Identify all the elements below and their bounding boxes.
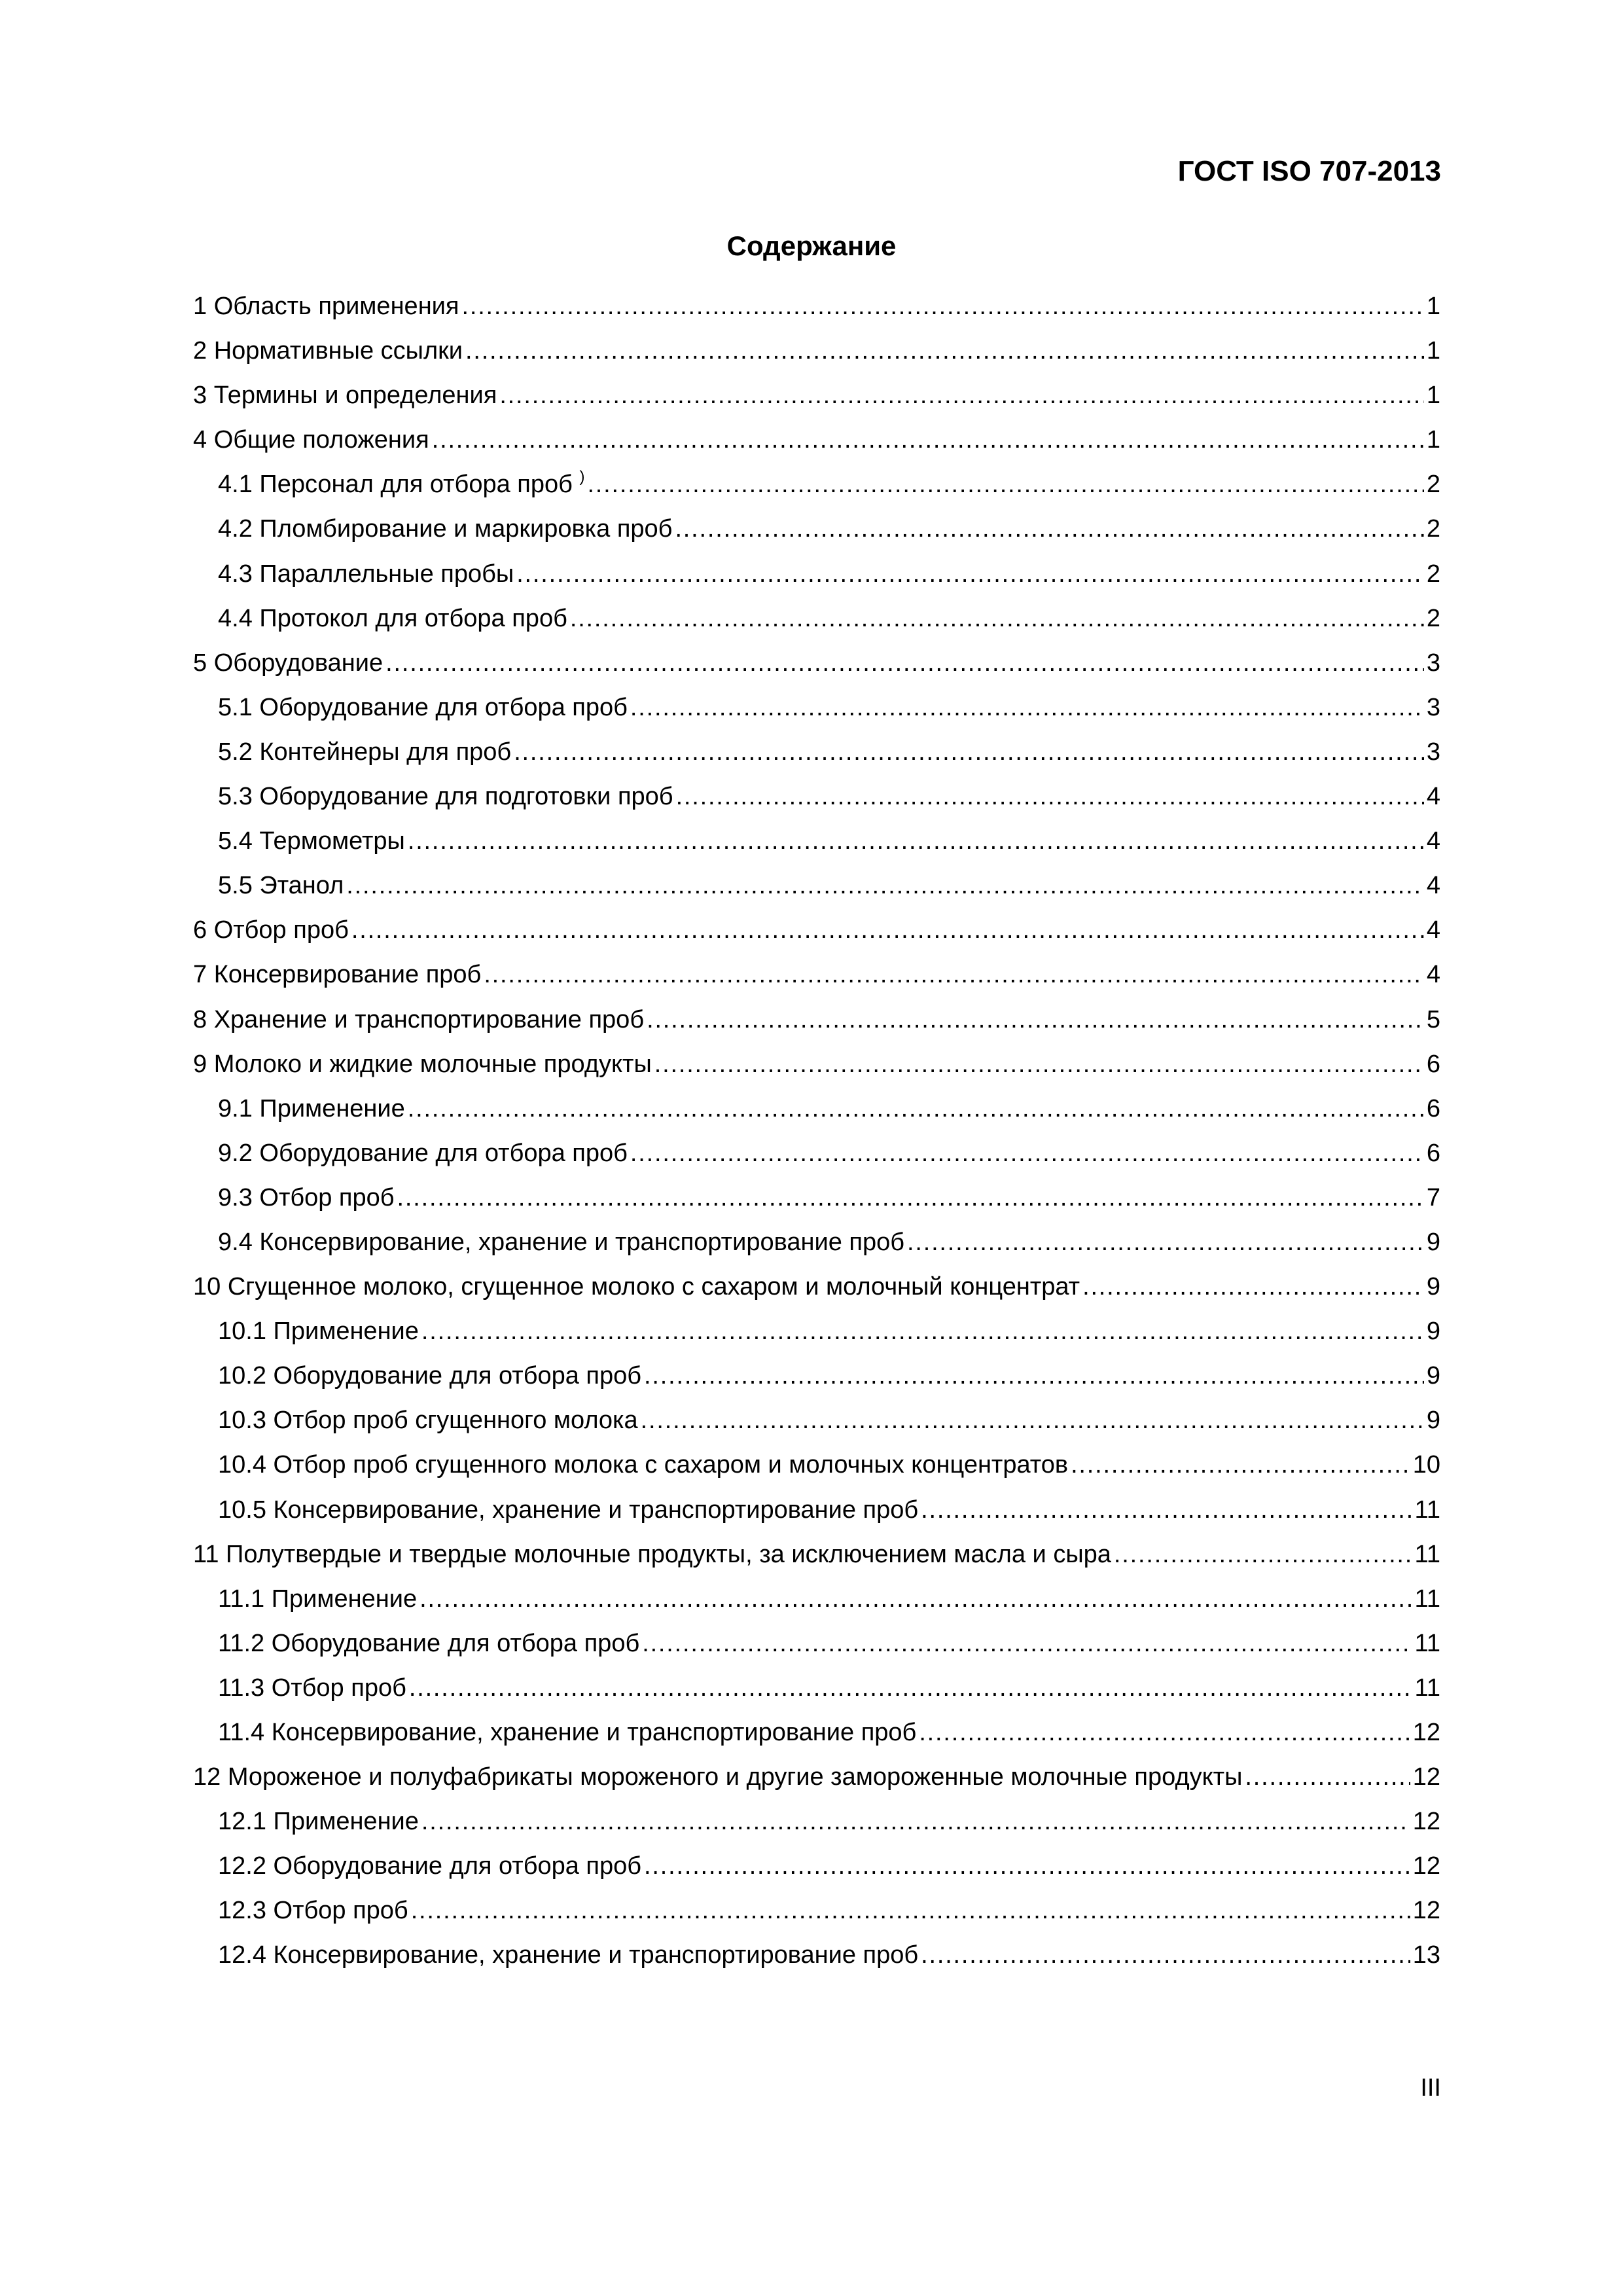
toc-entry-page: 12: [1412, 1808, 1440, 1836]
toc-entry[interactable]: [193, 1629, 1440, 1674]
toc-entry-title-text: 5.4 Термометры: [218, 827, 405, 855]
toc-entry-title-text: 6 Отбор проб: [193, 916, 349, 944]
toc-dot-leader: [397, 1183, 1424, 1212]
toc-entry-page: 9: [1426, 1407, 1440, 1435]
toc-entry-title: [193, 1005, 644, 1034]
toc-entry-title: [218, 1361, 641, 1390]
toc-entry[interactable]: [193, 960, 1440, 1005]
toc-entry-title-text: 11.4 Консервирование, хранение и транспортирование проб: [218, 1719, 917, 1746]
toc-entry-title-text: 12 Мороженое и полуфабрикаты мороженого и другие замороженные молочные продукты: [193, 1763, 1243, 1791]
toc-entry-page: 4: [1426, 916, 1440, 944]
toc-dot-leader: [409, 1674, 1412, 1702]
toc-dot-leader: [647, 1005, 1424, 1034]
toc-dot-leader: [461, 292, 1423, 321]
toc-entry-title: [218, 1807, 419, 1836]
toc-entry-title: [193, 1272, 1080, 1301]
toc-entry-title-text: 10 Сгущенное молоко, сгущенное молоко с сахаром и молочный концентрат: [193, 1273, 1080, 1301]
toc-dot-leader: [644, 1361, 1424, 1390]
toc-entry-title: [193, 960, 481, 989]
toc-entry-page: 2: [1426, 515, 1440, 543]
toc-entry-page: 9: [1426, 1362, 1440, 1390]
toc-entry-page: 1: [1426, 426, 1440, 454]
toc-entry-page: 2: [1426, 471, 1440, 499]
toc-entry-page: 3: [1426, 649, 1440, 677]
toc-dot-leader: [676, 782, 1424, 811]
toc-entry-title-text: 9.4 Консервирование, хранение и транспортирование проб: [218, 1228, 904, 1256]
toc-entry[interactable]: [193, 1406, 1440, 1450]
toc-entry-title-text: 12.2 Оборудование для отбора проб: [218, 1852, 642, 1880]
table-of-contents: [193, 292, 1440, 1986]
toc-dot-leader: [1082, 1272, 1424, 1301]
toc-dot-leader: [1114, 1540, 1412, 1569]
toc-dot-leader: [346, 871, 1424, 900]
toc-entry-title-text: 9.1 Применение: [218, 1094, 405, 1122]
toc-entry-title-text: 2 Нормативные ссылки: [193, 337, 463, 365]
toc-entry-title-text: 11.1 Применение: [218, 1585, 418, 1613]
toc-entry-title-text: 10.1 Применение: [218, 1318, 419, 1346]
toc-dot-leader: [385, 649, 1424, 677]
toc-entry-title: [193, 649, 383, 677]
toc-entry[interactable]: [193, 470, 1440, 514]
toc-entry[interactable]: [193, 1540, 1440, 1585]
toc-entry[interactable]: [193, 916, 1440, 960]
toc-entry[interactable]: [193, 425, 1440, 470]
toc-dot-leader: [419, 1585, 1412, 1613]
toc-entry-title-text: 10.3 Отбор проб сгущенного молока: [218, 1407, 638, 1435]
toc-entry[interactable]: [193, 1674, 1440, 1718]
toc-entry[interactable]: [193, 1183, 1440, 1228]
toc-entry-title: [218, 1228, 904, 1257]
toc-entry-page: 9: [1426, 1273, 1440, 1301]
toc-entry-title-text: 4.3 Параллельные пробы: [218, 560, 514, 588]
toc-entry-page: 10: [1412, 1451, 1440, 1479]
toc-entry-page: 7: [1426, 1183, 1440, 1211]
document-number: ГОСТ ISO 707-2013: [1177, 155, 1441, 187]
toc-entry-title: [218, 560, 514, 588]
toc-entry-title-text: 12.4 Консервирование, хранение и транспортирование проб: [218, 1941, 919, 1969]
toc-entry-title: [218, 1585, 417, 1613]
toc-dot-leader: [408, 827, 1424, 855]
toc-entry-title: [193, 381, 497, 410]
toc-entry[interactable]: [193, 1317, 1440, 1361]
toc-entry[interactable]: [193, 1496, 1440, 1540]
toc-entry-page: 6: [1426, 1094, 1440, 1122]
toc-entry-title-text: 5.1 Оборудование для отбора проб: [218, 693, 628, 721]
toc-entry-title-text: 4.2 Пломбирование и маркировка проб: [218, 515, 673, 543]
toc-entry-title-text: 9.2 Оборудование для отбора проб: [218, 1139, 628, 1167]
toc-entry-title: [218, 1852, 641, 1880]
toc-entry-title: [193, 336, 463, 365]
toc-entry-page: 11: [1414, 1629, 1440, 1657]
toc-entry-title-text: 9 Молоко и жидкие молочные продукты: [193, 1050, 652, 1078]
toc-entry[interactable]: [193, 1272, 1440, 1317]
toc-entry-page: 11: [1414, 1540, 1440, 1568]
toc-dot-leader: [642, 1629, 1412, 1658]
toc-entry-title: [218, 1139, 628, 1168]
toc-entry[interactable]: [193, 1807, 1440, 1852]
toc-dot-leader: [432, 425, 1424, 454]
toc-entry-title: [218, 514, 672, 543]
toc-entry-title: [193, 292, 459, 321]
toc-dot-leader: [421, 1317, 1424, 1346]
toc-dot-leader: [514, 738, 1424, 766]
toc-entry-title-text: 5.3 Оборудование для подготовки проб: [218, 783, 673, 811]
toc-dot-leader: [570, 604, 1424, 633]
toc-entry-title: [218, 1674, 406, 1702]
toc-dot-leader: [921, 1496, 1412, 1524]
toc-entry[interactable]: [193, 649, 1440, 693]
toc-entry-title: [218, 827, 405, 855]
toc-entry[interactable]: [193, 1763, 1440, 1807]
toc-dot-leader: [654, 1050, 1424, 1079]
toc-entry-page: 9: [1426, 1228, 1440, 1256]
toc-entry-page: 4: [1426, 961, 1440, 989]
toc-entry-page: 9: [1426, 1318, 1440, 1346]
toc-entry-title-text: 11.3 Отбор проб: [218, 1674, 406, 1702]
toc-entry-title-text: 12.1 Применение: [218, 1808, 419, 1836]
toc-entry-title-text: 5.2 Контейнеры для проб: [218, 738, 512, 766]
toc-entry-title: [218, 1896, 408, 1925]
toc-entry-title-text: 4.4 Протокол для отбора проб: [218, 604, 567, 632]
toc-dot-leader: [587, 470, 1423, 499]
toc-entry-title: [218, 1629, 639, 1658]
toc-dot-leader: [351, 916, 1424, 944]
toc-entry[interactable]: [193, 1896, 1440, 1941]
toc-entry[interactable]: [193, 336, 1440, 381]
toc-entry-title: [193, 916, 349, 944]
toc-entry[interactable]: [193, 1718, 1440, 1763]
toc-entry-page: 6: [1426, 1050, 1440, 1078]
toc-entry-title-text: 10.4 Отбор проб сгущенного молока с сахаром и молочных концентратов: [218, 1451, 1069, 1479]
toc-entry[interactable]: [193, 1361, 1440, 1406]
toc-entry[interactable]: [193, 782, 1440, 827]
toc-entry[interactable]: [193, 1005, 1440, 1050]
toc-dot-leader: [644, 1852, 1410, 1880]
toc-dot-leader: [408, 1094, 1424, 1123]
toc-entry-page: 1: [1426, 337, 1440, 365]
toc-dot-leader: [921, 1941, 1410, 1969]
toc-entry-title: [218, 1094, 405, 1123]
toc-entry[interactable]: [193, 1585, 1440, 1629]
toc-entry-title: [218, 693, 628, 722]
toc-dot-leader: [907, 1228, 1424, 1257]
toc-entry-title-text: 4.1 Персонал для отбора проб: [218, 471, 573, 499]
toc-entry[interactable]: [193, 1450, 1440, 1495]
toc-entry-title: [193, 425, 429, 454]
toc-entry-page: 12: [1412, 1719, 1440, 1746]
toc-entry[interactable]: [193, 381, 1440, 425]
toc-entry-title: [218, 470, 584, 499]
toc-entry-page: 4: [1426, 827, 1440, 855]
toc-entry-title: [218, 1450, 1068, 1479]
toc-entry[interactable]: [193, 560, 1440, 604]
toc-entry[interactable]: [193, 827, 1440, 871]
toc-entry-title-text: 3 Термины и определения: [193, 382, 497, 410]
toc-entry-page: 13: [1412, 1941, 1440, 1969]
toc-dot-leader: [641, 1406, 1424, 1435]
toc-dot-leader: [465, 336, 1424, 365]
toc-entry-title-text: 1 Область применения: [193, 293, 459, 320]
toc-entry-title-text: 5 Оборудование: [193, 649, 383, 677]
toc-entry[interactable]: [193, 738, 1440, 782]
toc-entry-title: [218, 1183, 395, 1212]
toc-entry-title-text: 5.5 Этанол: [218, 872, 344, 900]
toc-entry-title: [218, 738, 511, 766]
toc-entry-page: 2: [1426, 604, 1440, 632]
toc-entry-page: 12: [1412, 1852, 1440, 1880]
toc-entry-page: 12: [1412, 1763, 1440, 1791]
toc-dot-leader: [421, 1807, 1410, 1836]
toc-entry[interactable]: [193, 1139, 1440, 1183]
toc-entry[interactable]: [193, 871, 1440, 916]
toc-entry[interactable]: [193, 1228, 1440, 1272]
toc-entry[interactable]: [193, 693, 1440, 738]
toc-heading: Содержание: [726, 230, 897, 261]
toc-entry-title-text: 7 Консервирование проб: [193, 961, 482, 989]
page-number: III: [1420, 2074, 1441, 2102]
toc-dot-leader: [630, 1139, 1424, 1168]
toc-dot-leader: [919, 1718, 1410, 1747]
toc-entry-title-text: 11 Полутвердые и твердые молочные продукты, за исключением масла и сыра: [193, 1540, 1111, 1568]
toc-entry-title-text: 10.5 Консервирование, хранение и транспортирование проб: [218, 1496, 919, 1524]
toc-entry-title: [218, 782, 673, 811]
toc-dot-leader: [484, 960, 1424, 989]
toc-entry-page: 12: [1412, 1897, 1440, 1925]
toc-entry[interactable]: [193, 1852, 1440, 1896]
toc-dot-leader: [1071, 1450, 1410, 1479]
toc-entry-title-text: 8 Хранение и транспортирование проб: [193, 1005, 645, 1033]
toc-dot-leader: [675, 514, 1423, 543]
toc-entry-page: 11: [1414, 1585, 1440, 1613]
toc-entry-page: 11: [1414, 1674, 1440, 1702]
toc-entry-title: [218, 1718, 916, 1747]
toc-entry-page: 11: [1414, 1496, 1440, 1524]
toc-entry-page: 6: [1426, 1139, 1440, 1167]
toc-entry-title: [218, 1317, 419, 1346]
toc-entry-title-text: 9.3 Отбор проб: [218, 1183, 395, 1211]
toc-dot-leader: [411, 1896, 1410, 1925]
toc-entry[interactable]: [193, 292, 1440, 336]
toc-entry-title-text: 10.2 Оборудование для отбора проб: [218, 1362, 642, 1390]
toc-dot-leader: [499, 381, 1424, 410]
toc-entry-title: [218, 1496, 918, 1524]
toc-entry-footnote-mark: ): [579, 470, 585, 486]
toc-entry-title-text: 11.2 Оборудование для отбора проб: [218, 1629, 640, 1657]
toc-entry-title-text: 12.3 Отбор проб: [218, 1897, 408, 1925]
toc-entry-page: 1: [1426, 382, 1440, 410]
toc-entry-page: 2: [1426, 560, 1440, 588]
toc-entry-title: [218, 871, 344, 900]
toc-entry[interactable]: [193, 1094, 1440, 1139]
toc-entry-page: 4: [1426, 783, 1440, 811]
toc-entry[interactable]: [193, 604, 1440, 649]
toc-entry[interactable]: [193, 514, 1440, 559]
toc-entry[interactable]: [193, 1941, 1440, 1985]
toc-entry-title: [218, 1406, 638, 1435]
toc-entry[interactable]: [193, 1050, 1440, 1094]
toc-entry-title: [193, 1050, 652, 1079]
toc-entry-title: [218, 604, 567, 633]
toc-entry-title: [193, 1763, 1242, 1791]
toc-entry-page: 5: [1426, 1005, 1440, 1033]
toc-entry-title-text: 4 Общие положения: [193, 426, 429, 454]
toc-entry-page: 3: [1426, 738, 1440, 766]
toc-entry-page: 1: [1426, 293, 1440, 320]
toc-entry-page: 4: [1426, 872, 1440, 900]
toc-entry-title: [193, 1540, 1111, 1569]
toc-dot-leader: [630, 693, 1424, 722]
toc-dot-leader: [1245, 1763, 1410, 1791]
toc-entry-title: [218, 1941, 918, 1969]
toc-dot-leader: [516, 560, 1424, 588]
toc-entry-page: 3: [1426, 693, 1440, 721]
